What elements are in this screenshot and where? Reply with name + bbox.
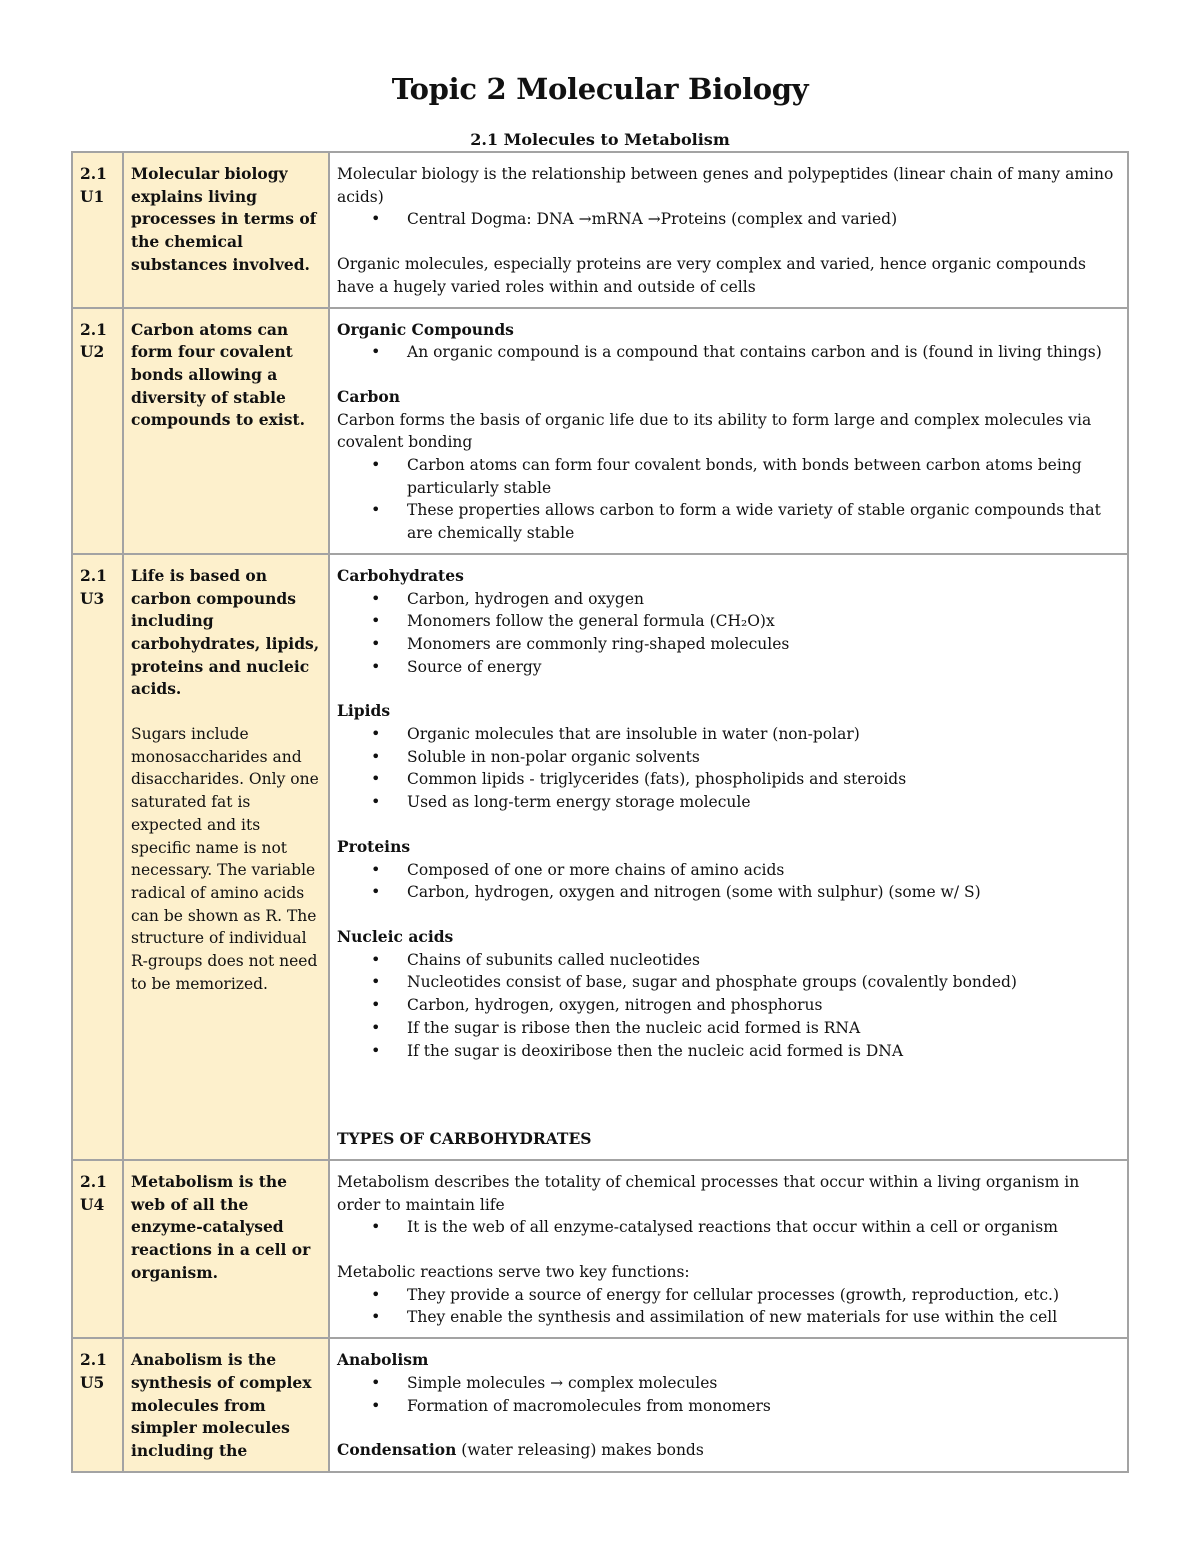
list-item: • Monomers follow the general formula (CH₂O)x xyxy=(337,610,1120,633)
notes-cell xyxy=(329,308,1128,554)
understanding-statement xyxy=(123,1160,329,1338)
understanding-statement xyxy=(123,1338,329,1472)
subheading: Carbohydrates xyxy=(337,565,464,585)
statement-text: Life is based on carbon compounds including carbohydrates, lipids, proteins and nucleic acids. xyxy=(131,565,320,699)
bullet-list xyxy=(337,723,1120,814)
list-item: • Composed of one or more chains of amino acids xyxy=(337,859,1120,882)
paragraph: Carbon forms the basis of organic life due to its ability to form large and complex molecules via covalent bonding xyxy=(337,410,1092,452)
paragraph: Molecular biology is the relationship between genes and polypeptides (linear chain of many amino acids) xyxy=(337,165,1114,206)
statement-text: Anabolism is the synthesis of complex molecules from simpler molecules including the xyxy=(131,1350,312,1460)
table-row xyxy=(72,1338,1128,1472)
table-row xyxy=(72,152,1128,308)
statement-text: Carbon atoms can form four covalent bonds allowing a diversity of stable compounds to exist. xyxy=(131,319,306,430)
bullet-list xyxy=(337,859,1120,904)
notes-table xyxy=(71,151,1129,1473)
list-item: • They enable the synthesis and assimilation of new materials for use within the cell xyxy=(337,1306,1120,1329)
condensation-text: (water releasing) makes bonds xyxy=(456,1441,704,1460)
understanding-code: 2.1 U1 xyxy=(72,152,123,308)
page-title: Topic 2 Molecular Biology xyxy=(391,72,809,106)
understanding-code: 2.1 U2 xyxy=(72,308,123,554)
bullet-list xyxy=(337,1284,1120,1329)
understanding-statement xyxy=(123,554,329,1160)
understanding-code: 2.1 U5 xyxy=(72,1338,123,1472)
list-item: • If the sugar is deoxiribose then the nucleic acid formed is DNA xyxy=(337,1040,1120,1063)
notes-cell xyxy=(329,1338,1128,1472)
list-item: • If the sugar is ribose then the nucleic acid formed is RNA xyxy=(337,1017,1120,1040)
subheading: Organic Compounds xyxy=(337,319,514,339)
list-item: • Source of energy xyxy=(337,656,1120,679)
subheading: Anabolism xyxy=(337,1350,429,1370)
table-row xyxy=(72,1160,1128,1338)
list-item: • Carbon, hydrogen, oxygen and nitrogen (some with sulphur) (some w/ S) xyxy=(337,881,1120,904)
subheading: Carbon xyxy=(337,386,400,406)
table-row xyxy=(72,554,1128,1160)
list-item: • Organic molecules that are insoluble in water (non-polar) xyxy=(337,723,1120,746)
paragraph: Metabolic reactions serve two key functions: xyxy=(337,1263,690,1282)
list-item: • Monomers are commonly ring-shaped molecules xyxy=(337,633,1120,656)
bullet-list xyxy=(337,341,1120,364)
subheading: Lipids xyxy=(337,701,391,721)
bullet-list xyxy=(337,1216,1120,1239)
list-item: • Formation of macromolecules from monomers xyxy=(337,1395,1120,1418)
list-item: • Soluble in non-polar organic solvents xyxy=(337,746,1120,769)
subheading: Proteins xyxy=(337,836,411,856)
table-row xyxy=(72,308,1128,554)
list-item: • Nucleotides consist of base, sugar and phosphate groups (covalently bonded) xyxy=(337,971,1120,994)
list-item: • An organic compound is a compound that contains carbon and is (found in living things) xyxy=(337,341,1120,364)
paragraph xyxy=(337,1439,1120,1462)
list-item: • Simple molecules → complex molecules xyxy=(337,1372,1120,1395)
list-item: • Chains of subunits called nucleotides xyxy=(337,949,1120,972)
statement-text: Metabolism is the web of all the enzyme-catalysed reactions in a cell or organism. xyxy=(131,1171,311,1282)
subheading: Nucleic acids xyxy=(337,926,454,946)
understanding-statement xyxy=(123,308,329,554)
condensation-term: Condensation xyxy=(337,1440,457,1460)
list-item: • Used as long-term energy storage molecule xyxy=(337,791,1120,814)
bullet-list xyxy=(337,1372,1120,1417)
list-item: • Carbon, hydrogen, oxygen, nitrogen and phosphorus xyxy=(337,994,1120,1017)
paragraph: Metabolism describes the totality of chemical processes that occur within a living organism in order to maintain life xyxy=(337,1172,1080,1214)
notes-cell xyxy=(329,554,1128,1160)
notes-cell xyxy=(329,1160,1128,1338)
list-item: • Central Dogma: DNA →mRNA →Proteins (complex and varied) xyxy=(337,208,1120,231)
list-item: • Carbon, hydrogen and oxygen xyxy=(337,588,1120,611)
list-item: • It is the web of all enzyme-catalysed reactions that occur within a cell or organism xyxy=(337,1216,1120,1239)
list-item: • They provide a source of energy for cellular processes (growth, reproduction, etc.) xyxy=(337,1284,1120,1307)
understanding-code: 2.1 U3 xyxy=(72,554,123,1160)
guidance-note: Sugars include monosaccharides and disaccharides. Only one saturated fat is expected and its specific name is not necessary. The variable radical of amino acids can be shown as R. The structure of individual R-groups does not need to be memorized. xyxy=(131,725,319,993)
bullet-list xyxy=(337,588,1120,679)
paragraph: Organic molecules, especially proteins are very complex and varied, hence organic compounds have a hugely varied roles within and outside of cells xyxy=(337,255,1086,296)
list-item: • Common lipids - triglycerides (fats), phospholipids and steroids xyxy=(337,768,1120,791)
notes-cell xyxy=(329,152,1128,308)
list-item: • These properties allows carbon to form a wide variety of stable organic compounds that are chemically stable xyxy=(337,499,1120,544)
bullet-list xyxy=(337,454,1120,545)
list-item: • Carbon atoms can form four covalent bonds, with bonds between carbon atoms being particularly stable xyxy=(337,454,1120,499)
subheading-types-of-carbohydrates: TYPES OF CARBOHYDRATES xyxy=(337,1129,592,1149)
bullet-list xyxy=(337,949,1120,1063)
bullet-list xyxy=(337,208,1120,231)
section-title: 2.1 Molecules to Metabolism xyxy=(470,130,730,149)
understanding-code: 2.1 U4 xyxy=(72,1160,123,1338)
understanding-statement xyxy=(123,152,329,308)
statement-text: Molecular biology explains living processes in terms of the chemical substances involved. xyxy=(131,164,317,274)
